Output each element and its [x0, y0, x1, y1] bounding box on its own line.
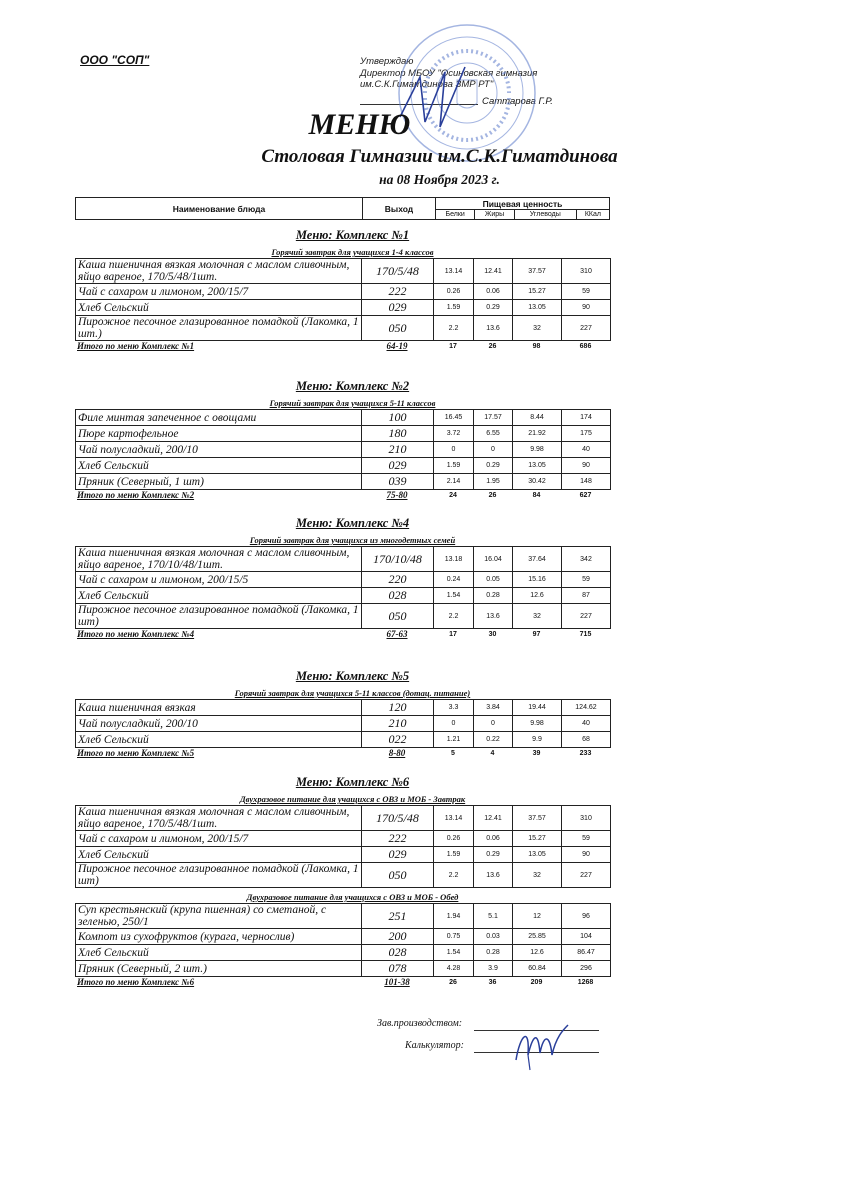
- carbs-value: 13.05: [513, 847, 562, 863]
- dish-name: Каша пшеничная вязкая: [76, 700, 362, 716]
- dish-name: Хлеб Сельский: [76, 847, 362, 863]
- total-protein: 17: [449, 342, 457, 350]
- carbs-value: 9.9: [513, 732, 562, 748]
- fat-value: 1.95: [474, 474, 513, 490]
- carbs-value: 32: [513, 863, 562, 888]
- total-carbs: 39: [532, 749, 541, 757]
- table-row: [76, 474, 611, 490]
- dish-output: 180: [362, 426, 434, 442]
- section-subtitle: Горячий завтрак для учащихся 5-11 классов (дотац. питание): [234, 688, 471, 698]
- dish-output: 170/10/48: [362, 547, 434, 572]
- carbs-value: 60.84: [513, 961, 562, 977]
- total-label: Итого по меню Комплекс №2: [77, 490, 195, 500]
- header-output: Выход: [363, 198, 436, 220]
- kcal-value: 227: [562, 316, 611, 341]
- table-row: [76, 426, 611, 442]
- total-output: 8-80: [388, 748, 406, 758]
- protein-value: 0.75: [434, 929, 474, 945]
- dish-output: 050: [362, 316, 434, 341]
- total-kcal: 627: [579, 491, 592, 499]
- dish-output: 039: [362, 474, 434, 490]
- protein-value: 4.28: [434, 961, 474, 977]
- dish-name: Каша пшеничная вязкая молочная с маслом сливочным, яйцо вареное, 170/5/48/1шт.: [76, 806, 362, 831]
- fat-value: 0.03: [474, 929, 513, 945]
- total-output: 64-19: [386, 341, 408, 351]
- dish-name: Хлеб Сельский: [76, 588, 362, 604]
- dish-name: Чай с сахаром и лимоном, 200/15/7: [76, 284, 362, 300]
- total-label: Итого по меню Комплекс №6: [77, 977, 195, 987]
- dish-name: Хлеб Сельский: [76, 732, 362, 748]
- protein-value: 3.72: [434, 426, 474, 442]
- menu-section: [75, 669, 610, 758]
- table-row: [76, 929, 611, 945]
- protein-value: 2.2: [434, 316, 474, 341]
- carbs-value: 12.6: [513, 588, 562, 604]
- fat-value: 13.6: [474, 316, 513, 341]
- total-output: 101-38: [384, 977, 410, 987]
- fat-value: 0.28: [474, 588, 513, 604]
- section-title: Меню: Комплекс №5: [295, 669, 410, 683]
- total-fat: 36: [488, 978, 497, 986]
- kcal-value: 59: [562, 572, 611, 588]
- protein-value: 0.26: [434, 831, 474, 847]
- table-row: [76, 316, 611, 341]
- dish-output: 222: [362, 284, 434, 300]
- fat-value: 0.06: [474, 831, 513, 847]
- dish-output: 210: [362, 716, 434, 732]
- organization-name: ООО "СОП": [80, 53, 150, 67]
- protein-value: 0: [434, 716, 474, 732]
- fat-value: 6.55: [474, 426, 513, 442]
- kcal-value: 124.62: [562, 700, 611, 716]
- table-row: [76, 716, 611, 732]
- carbs-value: 15.16: [513, 572, 562, 588]
- calculator-signature-icon: [508, 1015, 573, 1075]
- menu-section: [75, 775, 610, 987]
- menu-table: [75, 903, 611, 977]
- kcal-value: 175: [562, 426, 611, 442]
- dish-name: Пюре картофельное: [76, 426, 362, 442]
- total-fat: 26: [488, 491, 497, 499]
- dish-name: Пирожное песочное глазированное помадкой (Лакомка, 1 шт): [76, 863, 362, 888]
- dish-output: 222: [362, 831, 434, 847]
- carbs-value: 12: [513, 904, 562, 929]
- kcal-value: 86.47: [562, 945, 611, 961]
- section-subtitle: Горячий завтрак для учащихся из многодетных семей: [249, 535, 456, 545]
- protein-value: 0.24: [434, 572, 474, 588]
- kcal-value: 227: [562, 863, 611, 888]
- carbs-value: 37.64: [513, 547, 562, 572]
- carbs-value: 37.57: [513, 259, 562, 284]
- fat-value: 0.28: [474, 945, 513, 961]
- dish-output: 028: [362, 588, 434, 604]
- menu-table: [75, 699, 611, 748]
- menu-table: [75, 409, 611, 490]
- menu-date: на 08 Ноября 2023 г.: [379, 172, 500, 187]
- dish-output: 120: [362, 700, 434, 716]
- kcal-value: 104: [562, 929, 611, 945]
- kcal-value: 148: [562, 474, 611, 490]
- dish-name: Чай с сахаром и лимоном, 200/15/5: [76, 572, 362, 588]
- total-protein: 26: [449, 978, 457, 986]
- dish-name: Пирожное песочное глазированное помадкой (Лакомка, 1 шт.): [76, 316, 362, 341]
- dish-name: Чай с сахаром и лимоном, 200/15/7: [76, 831, 362, 847]
- protein-value: 13.14: [434, 806, 474, 831]
- dish-output: 170/5/48: [362, 806, 434, 831]
- fat-value: 16.04: [474, 547, 513, 572]
- header-col-kcal: ККал: [576, 210, 609, 220]
- total-carbs: 209: [530, 978, 543, 986]
- total-row: [75, 977, 610, 987]
- protein-value: 1.94: [434, 904, 474, 929]
- dish-name: Компот из сухофруктов (курага, чернослив): [76, 929, 362, 945]
- page-title: МЕНЮ: [308, 108, 411, 141]
- table-row: [76, 547, 611, 572]
- total-output: 75-80: [386, 490, 408, 500]
- carbs-value: 25.85: [513, 929, 562, 945]
- kcal-value: 310: [562, 806, 611, 831]
- table-row: [76, 847, 611, 863]
- manager-label: Зав.производством:: [377, 1018, 463, 1029]
- total-fat: 4: [490, 749, 495, 757]
- protein-value: 2.2: [434, 863, 474, 888]
- table-row: [76, 458, 611, 474]
- header-col-carbs: Углеводы: [514, 210, 576, 220]
- protein-value: 1.59: [434, 458, 474, 474]
- calculator-label: Калькулятор:: [405, 1040, 464, 1051]
- kcal-value: 87: [562, 588, 611, 604]
- dish-name: Пирожное песочное глазированное помадкой (Лакомка, 1 шт): [76, 604, 362, 629]
- signer-name: Саттарова Г.Р.: [482, 96, 553, 107]
- header-name: Наименование блюда: [76, 198, 363, 220]
- header-col-fat: Жиры: [475, 210, 514, 220]
- carbs-value: 21.92: [513, 426, 562, 442]
- section-subtitle: Двухразовое питание для учащихся с ОВЗ и МОБ - Завтрак: [239, 794, 466, 804]
- total-protein: 24: [449, 491, 457, 499]
- dish-output: 050: [362, 604, 434, 629]
- total-carbs: 98: [532, 342, 541, 350]
- fat-value: 0.22: [474, 732, 513, 748]
- table-row: [76, 604, 611, 629]
- total-label: Итого по меню Комплекс №5: [77, 748, 195, 758]
- section-title: Меню: Комплекс №1: [295, 228, 410, 242]
- table-row: [76, 700, 611, 716]
- total-protein: 17: [449, 630, 457, 638]
- dish-name: Каша пшеничная вязкая молочная с маслом сливочным, яйцо вареное, 170/10/48/1шт.: [76, 547, 362, 572]
- dish-name: Хлеб Сельский: [76, 300, 362, 316]
- protein-value: 0: [434, 442, 474, 458]
- menu-table: [75, 546, 611, 629]
- fat-value: 0.29: [474, 847, 513, 863]
- total-label: Итого по меню Комплекс №1: [77, 341, 195, 351]
- dish-name: Каша пшеничная вязкая молочная с маслом сливочным, яйцо вареное, 170/5/48/1шт.: [76, 259, 362, 284]
- fat-value: 12.41: [474, 806, 513, 831]
- table-row: [76, 831, 611, 847]
- dish-output: 050: [362, 863, 434, 888]
- kcal-value: 227: [562, 604, 611, 629]
- kcal-value: 90: [562, 847, 611, 863]
- protein-value: 1.59: [434, 300, 474, 316]
- dish-name: Чай полусладкий, 200/10: [76, 716, 362, 732]
- table-row: [76, 410, 611, 426]
- protein-value: 3.3: [434, 700, 474, 716]
- dish-name: Пряник (Северный, 2 шт.): [76, 961, 362, 977]
- dish-output: 029: [362, 300, 434, 316]
- total-kcal: 715: [579, 630, 592, 638]
- fat-value: 0.29: [474, 458, 513, 474]
- carbs-value: 12.6: [513, 945, 562, 961]
- dish-output: 251: [362, 904, 434, 929]
- table-row: [76, 572, 611, 588]
- table-row: [76, 863, 611, 888]
- table-row: [76, 904, 611, 929]
- dish-output: 220: [362, 572, 434, 588]
- dish-name: Хлеб Сельский: [76, 458, 362, 474]
- fat-value: 0: [474, 716, 513, 732]
- menu-table: [75, 805, 611, 888]
- protein-value: 16.45: [434, 410, 474, 426]
- kcal-value: 96: [562, 904, 611, 929]
- carbs-value: 13.05: [513, 300, 562, 316]
- header-col-protein: Белки: [436, 210, 475, 220]
- carbs-value: 15.27: [513, 831, 562, 847]
- approval-line: им.С.К.Гиматдинова ЗМР РТ": [360, 79, 494, 90]
- column-header-table: [75, 197, 610, 220]
- fat-value: 17.57: [474, 410, 513, 426]
- carbs-value: 9.98: [513, 442, 562, 458]
- dish-output: 200: [362, 929, 434, 945]
- total-kcal: 1268: [577, 978, 594, 986]
- table-row: [76, 732, 611, 748]
- total-row: [75, 341, 610, 351]
- total-carbs: 97: [532, 630, 541, 638]
- table-row: [76, 300, 611, 316]
- dish-name: Суп крестьянский (крупа пшенная) со сметаной, с зеленью, 250/1: [76, 904, 362, 929]
- section-title: Меню: Комплекс №6: [295, 775, 410, 789]
- fat-value: 3.84: [474, 700, 513, 716]
- menu-section: [75, 379, 610, 500]
- page-subtitle: Столовая Гимназии им.С.К.Гиматдинова: [261, 146, 618, 167]
- dish-output: 210: [362, 442, 434, 458]
- protein-value: 1.21: [434, 732, 474, 748]
- carbs-value: 32: [513, 316, 562, 341]
- dish-output: 029: [362, 458, 434, 474]
- kcal-value: 68: [562, 732, 611, 748]
- fat-value: 5.1: [474, 904, 513, 929]
- protein-value: 2.14: [434, 474, 474, 490]
- menu-section: [75, 516, 610, 639]
- dish-output: 029: [362, 847, 434, 863]
- carbs-value: 19.44: [513, 700, 562, 716]
- kcal-value: 40: [562, 716, 611, 732]
- section-subtitle: Двухразовое питание для учащихся с ОВЗ и МОБ - Обед: [246, 892, 459, 902]
- dish-output: 100: [362, 410, 434, 426]
- protein-value: 1.54: [434, 588, 474, 604]
- carbs-value: 15.27: [513, 284, 562, 300]
- fat-value: 0.06: [474, 284, 513, 300]
- table-row: [76, 259, 611, 284]
- kcal-value: 90: [562, 300, 611, 316]
- kcal-value: 310: [562, 259, 611, 284]
- table-row: [76, 945, 611, 961]
- menu-section: [75, 228, 610, 351]
- table-row: [76, 961, 611, 977]
- header-nutrition: Пищевая ценность: [436, 198, 610, 210]
- dish-name: Филе минтая запеченное с овощами: [76, 410, 362, 426]
- total-carbs: 84: [532, 491, 541, 499]
- fat-value: 12.41: [474, 259, 513, 284]
- total-kcal: 233: [579, 749, 592, 757]
- fat-value: 0.29: [474, 300, 513, 316]
- table-row: [76, 284, 611, 300]
- dish-name: Пряник (Северный, 1 шт): [76, 474, 362, 490]
- kcal-value: 40: [562, 442, 611, 458]
- kcal-value: 342: [562, 547, 611, 572]
- dish-output: 078: [362, 961, 434, 977]
- carbs-value: 32: [513, 604, 562, 629]
- total-fat: 30: [488, 630, 497, 638]
- protein-value: 13.14: [434, 259, 474, 284]
- carbs-value: 37.57: [513, 806, 562, 831]
- total-row: [75, 629, 610, 639]
- fat-value: 3.9: [474, 961, 513, 977]
- total-fat: 26: [488, 342, 497, 350]
- total-row: [75, 490, 610, 500]
- section-title: Меню: Комплекс №2: [295, 379, 410, 393]
- carbs-value: 8.44: [513, 410, 562, 426]
- dish-output: 028: [362, 945, 434, 961]
- dish-name: Хлеб Сельский: [76, 945, 362, 961]
- menu-table: [75, 258, 611, 341]
- table-row: [76, 442, 611, 458]
- approval-line: Директор МБОУ "Осиновская гимназия: [360, 67, 538, 79]
- kcal-value: 174: [562, 410, 611, 426]
- fat-value: 13.6: [474, 604, 513, 629]
- protein-value: 0.26: [434, 284, 474, 300]
- total-label: Итого по меню Комплекс №4: [77, 629, 195, 639]
- protein-value: 1.54: [434, 945, 474, 961]
- fat-value: 0.05: [474, 572, 513, 588]
- section-title: Меню: Комплекс №4: [295, 516, 410, 530]
- fat-value: 13.6: [474, 863, 513, 888]
- total-protein: 5: [451, 749, 455, 757]
- section-subtitle: Горячий завтрак для учащихся 1-4 классов: [271, 247, 434, 257]
- total-output: 67-63: [386, 629, 408, 639]
- protein-value: 1.59: [434, 847, 474, 863]
- approval-line: Утверждаю: [360, 56, 414, 67]
- total-row: [75, 748, 610, 758]
- kcal-value: 90: [562, 458, 611, 474]
- protein-value: 2.2: [434, 604, 474, 629]
- protein-value: 13.18: [434, 547, 474, 572]
- dish-output: 022: [362, 732, 434, 748]
- section-subtitle: Горячий завтрак для учащихся 5-11 классов: [269, 398, 436, 408]
- kcal-value: 59: [562, 831, 611, 847]
- carbs-value: 30.42: [513, 474, 562, 490]
- kcal-value: 59: [562, 284, 611, 300]
- table-row: [76, 588, 611, 604]
- carbs-value: 13.05: [513, 458, 562, 474]
- total-kcal: 686: [579, 342, 592, 350]
- dish-name: Чай полусладкий, 200/10: [76, 442, 362, 458]
- kcal-value: 296: [562, 961, 611, 977]
- table-row: [76, 806, 611, 831]
- dish-output: 170/5/48: [362, 259, 434, 284]
- carbs-value: 9.98: [513, 716, 562, 732]
- fat-value: 0: [474, 442, 513, 458]
